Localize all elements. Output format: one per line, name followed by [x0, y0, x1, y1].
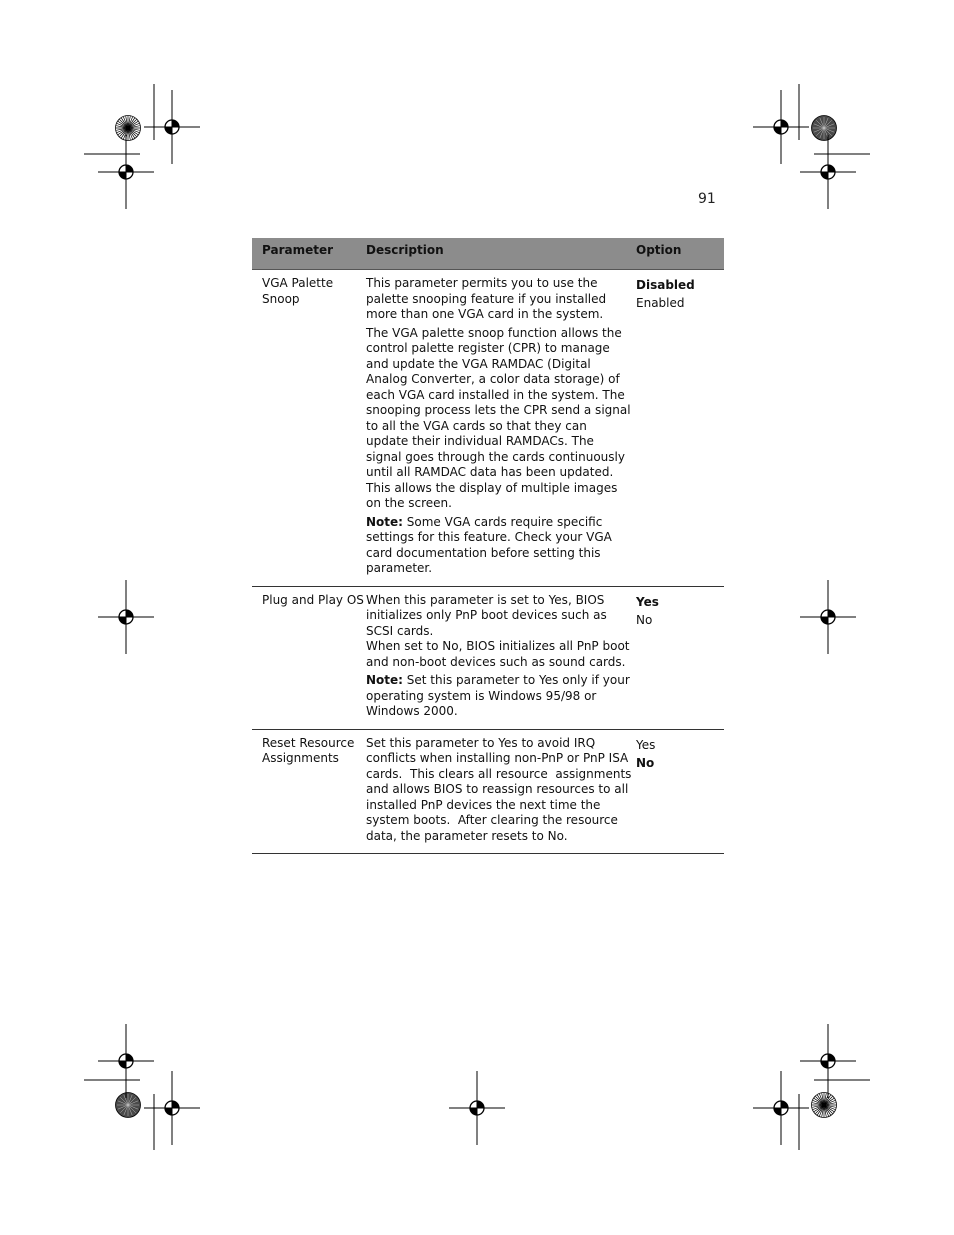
- description-paragraph: This parameter permits you to use the palette snooping feature if you installed more than one VGA card in the system.: [366, 276, 607, 321]
- registration-crosshair-icon: [800, 135, 856, 209]
- parameter-name: Plug and Play OS: [252, 586, 365, 729]
- registration-crosshair-icon: [144, 1071, 200, 1145]
- parameter-options: [634, 729, 724, 854]
- parameter-description: [365, 270, 634, 587]
- table-row: [252, 729, 724, 854]
- note-label: Note:: [366, 514, 403, 529]
- table-header-row: [252, 238, 724, 270]
- starburst-target-icon: [116, 116, 141, 141]
- registration-crosshair-icon: [98, 580, 154, 654]
- registration-crosshair-icon: [144, 90, 200, 164]
- header-parameter: Parameter: [252, 238, 365, 270]
- option-default: Yes: [636, 594, 659, 609]
- header-description: Description: [365, 238, 634, 270]
- registration-crosshair-icon: [98, 1024, 154, 1098]
- registration-crosshair-icon: [449, 1071, 505, 1145]
- starburst-target-icon: [812, 1093, 837, 1118]
- note-text: Some VGA cards require specific settings for this feature. Check your VGA card documentation before setting this parameter.: [366, 514, 612, 575]
- registration-crosshair-icon: [753, 1071, 809, 1145]
- starburst-target-icon: [812, 116, 837, 141]
- description-paragraph: Set this parameter to Yes to avoid IRQ conflicts when installing non-PnP or PnP ISA cards. This clears all resource assignments and allows BIOS to reassign resources to all installed PnP devices the next time the system boots. After clearing the resource data, the parameter resets to No.: [366, 735, 636, 843]
- bios-parameter-table: [252, 238, 724, 854]
- table-row: [252, 270, 724, 587]
- registration-crosshair-icon: [800, 1024, 856, 1098]
- note-label: Note:: [366, 673, 403, 687]
- note-text: Set this parameter to Yes only if your operating system is Windows 95/98 or Windows 2000.: [366, 673, 630, 718]
- registration-crosshair-icon: [800, 580, 856, 654]
- description-paragraph: The VGA palette snoop function allows the control palette register (CPR) to manage and update the VGA RAMDAC (Digital Analog Converter, a color data storage) of each VGA card installed in the system. The snooping process lets the CPR send a signal to all the VGA cards so that they can update their individual RAMDACs. The signal goes through the cards continuously until all RAMDAC data has been updated. This allows the display of multiple images on the screen.: [366, 325, 631, 510]
- option-alternative: Enabled: [636, 296, 685, 310]
- parameter-name: VGA Palette Snoop: [252, 270, 365, 587]
- parameter-name: Reset Resource Assignments: [252, 729, 365, 854]
- option-alternative: Yes: [636, 737, 656, 752]
- registration-crosshair-icon: [753, 90, 809, 164]
- option-alternative: No: [636, 612, 653, 627]
- option-default: No: [636, 755, 655, 770]
- parameter-options: [634, 586, 724, 729]
- header-option: Option: [634, 238, 724, 270]
- registration-crosshair-icon: [98, 135, 154, 209]
- description-note: [366, 515, 634, 577]
- parameter-description: [365, 729, 634, 854]
- table-row: [252, 586, 724, 729]
- page-number: 91: [698, 191, 716, 207]
- parameter-options: [634, 270, 724, 587]
- option-default: Disabled: [636, 278, 695, 292]
- description-note: [366, 673, 634, 720]
- starburst-target-icon: [116, 1093, 141, 1118]
- parameter-description: [365, 586, 634, 729]
- description-paragraph: When this parameter is set to Yes, BIOS initializes only PnP boot devices such as SCSI cards. When set to No, BIOS initializes all PnP boot and non-boot devices such as sound cards.: [366, 592, 630, 669]
